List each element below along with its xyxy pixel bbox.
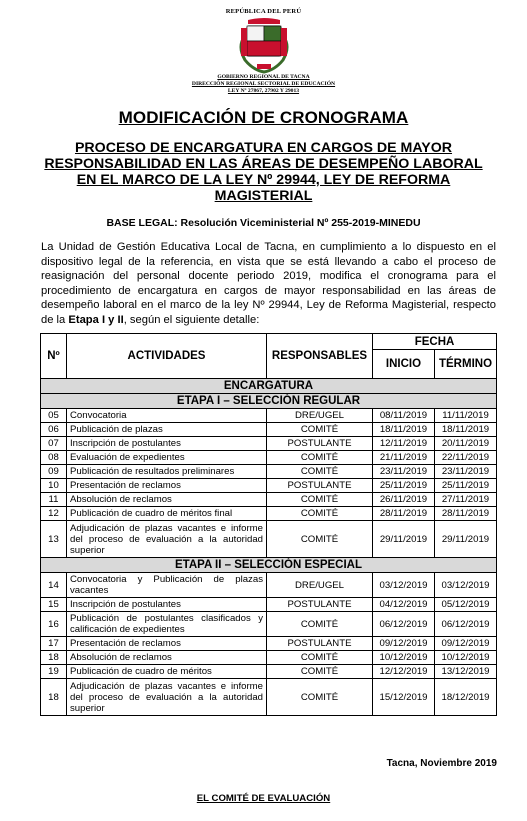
end-date-cell: 03/12/2019 [435, 573, 497, 598]
activity-cell: Publicación de postulantes clasificados y calificación de expedientes [67, 612, 267, 637]
end-date-cell: 29/11/2019 [435, 521, 497, 558]
table-row [41, 521, 497, 558]
row-number: 08 [41, 451, 67, 465]
row-number: 17 [41, 637, 67, 651]
republica-label: REPÚBLICA DEL PERÚ [225, 8, 302, 15]
table-row [41, 465, 497, 479]
activity-cell: Publicación de plazas [67, 423, 267, 437]
start-date-cell: 23/11/2019 [373, 465, 435, 479]
table-row [41, 637, 497, 651]
end-date-cell: 06/12/2019 [435, 612, 497, 637]
start-date-cell: 18/11/2019 [373, 423, 435, 437]
row-number: 07 [41, 437, 67, 451]
row-number: 13 [41, 521, 67, 558]
institution-line-1: GOBIERNO REGIONAL DE TACNA [217, 74, 310, 80]
row-number: 05 [41, 409, 67, 423]
start-date-cell: 29/11/2019 [373, 521, 435, 558]
header-actividades: ACTIVIDADES [67, 334, 267, 379]
activity-cell: Absolución de reclamos [67, 493, 267, 507]
table-row [41, 493, 497, 507]
place-date: Tacna, Noviembre 2019 [386, 758, 497, 769]
end-date-cell: 23/11/2019 [435, 465, 497, 479]
intro-tail: , según el siguiente detalle: [123, 313, 260, 326]
responsible-cell: DRE/UGEL [267, 409, 373, 423]
end-date-cell: 27/11/2019 [435, 493, 497, 507]
start-date-cell: 10/12/2019 [373, 651, 435, 665]
section-etapa-1: ETAPA I – SELECCIÓN REGULAR [41, 394, 497, 409]
table-row [41, 573, 497, 598]
activity-cell: Inscripción de postulantes [67, 437, 267, 451]
activity-cell: Publicación de resultados preliminares [67, 465, 267, 479]
start-date-cell: 25/11/2019 [373, 479, 435, 493]
end-date-cell: 18/12/2019 [435, 679, 497, 716]
national-seal-icon [233, 16, 295, 74]
row-number: 09 [41, 465, 67, 479]
table-row [41, 507, 497, 521]
section-etapa-2: ETAPA II – SELECCIÓN ESPECIAL [41, 558, 497, 573]
table-row [41, 479, 497, 493]
base-legal: BASE LEGAL: Resolución Viceministerial Nº 255-2019-MINEDU [106, 217, 421, 229]
table-row [41, 679, 497, 716]
document-subtitle: PROCESO DE ENCARGATURA EN CARGOS DE MAYOR RESPONSABILIDAD EN LAS ÁREAS DE DESEMPEÑO LABORAL EN EL MARCO DE LA LEY Nº 29944, LEY DE REFORMA MAGISTERIAL [44, 140, 483, 204]
responsible-cell: COMITÉ [267, 451, 373, 465]
row-number: 15 [41, 598, 67, 612]
institution-line-3: LEY Nº 27867, 27902 Y 29013 [227, 88, 300, 95]
start-date-cell: 09/12/2019 [373, 637, 435, 651]
end-date-cell: 11/11/2019 [435, 409, 497, 423]
row-number: 16 [41, 612, 67, 637]
responsible-cell: COMITÉ [267, 612, 373, 637]
end-date-cell: 18/11/2019 [435, 423, 497, 437]
letterhead [0, 8, 527, 96]
activity-cell: Adjudicación de plazas vacantes e informe del proceso de evaluación a la autoridad superior [67, 521, 267, 558]
start-date-cell: 26/11/2019 [373, 493, 435, 507]
table-row [41, 423, 497, 437]
table-row [41, 451, 497, 465]
responsible-cell: COMITÉ [267, 465, 373, 479]
responsible-cell: POSTULANTE [267, 598, 373, 612]
institution-line-2: DIRECCIÓN REGIONAL SECTORIAL DE EDUCACIÓN [191, 81, 336, 88]
table-row [41, 651, 497, 665]
signature-line: EL COMITÉ DE EVALUACIÓN [196, 793, 331, 804]
responsible-cell: COMITÉ [267, 423, 373, 437]
start-date-cell: 12/12/2019 [373, 665, 435, 679]
responsible-cell: COMITÉ [267, 507, 373, 521]
activity-cell: Adjudicación de plazas vacantes e informe del proceso de evaluación a la autoridad superior [67, 679, 267, 716]
header-responsables: RESPONSABLES [267, 334, 373, 379]
activity-cell: Convocatoria [67, 409, 267, 423]
end-date-cell: 09/12/2019 [435, 637, 497, 651]
start-date-cell: 06/12/2019 [373, 612, 435, 637]
activity-cell: Inscripción de postulantes [67, 598, 267, 612]
row-number: 19 [41, 665, 67, 679]
row-number: 14 [41, 573, 67, 598]
row-number: 10 [41, 479, 67, 493]
institution-lines [0, 74, 527, 96]
header-inicio: INICIO [373, 350, 435, 379]
row-number: 06 [41, 423, 67, 437]
end-date-cell: 22/11/2019 [435, 451, 497, 465]
activity-cell: Publicación de cuadro de méritos [67, 665, 267, 679]
section-encargatura-row [41, 379, 497, 394]
start-date-cell: 28/11/2019 [373, 507, 435, 521]
responsible-cell: POSTULANTE [267, 479, 373, 493]
responsible-cell: COMITÉ [267, 493, 373, 507]
row-number: 12 [41, 507, 67, 521]
intro-text: La Unidad de Gestión Educativa Local de Tacna, en cumplimiento a lo dispuesto en el dispositivo legal de la referencia, en vista que se está llevando a cabo el proceso de reasignación del personal docente periodo 2019, modifica el cronograma para el procedimiento de encargatura en cargos de mayor responsabilidad en las áreas de desempeño laboral en el marco de la ley Nº 29944, Ley de Reforma Magisterial, respecto de la [41, 241, 496, 326]
section-encargatura: ENCARGATURA [41, 379, 497, 394]
table-row [41, 598, 497, 612]
end-date-cell: 25/11/2019 [435, 479, 497, 493]
responsible-cell: DRE/UGEL [267, 573, 373, 598]
intro-bold: Etapa I y II [68, 313, 124, 326]
responsible-cell: POSTULANTE [267, 637, 373, 651]
activity-cell: Presentación de reclamos [67, 479, 267, 493]
header-num: Nº [41, 334, 67, 379]
start-date-cell: 21/11/2019 [373, 451, 435, 465]
section-etapa-2-row [41, 558, 497, 573]
table-row [41, 437, 497, 451]
schedule-body [41, 379, 497, 716]
end-date-cell: 10/12/2019 [435, 651, 497, 665]
responsible-cell: COMITÉ [267, 665, 373, 679]
row-number: 18 [41, 651, 67, 665]
document-title: MODIFICACIÓN DE CRONOGRAMA [118, 108, 409, 127]
end-date-cell: 05/12/2019 [435, 598, 497, 612]
activity-cell: Absolución de reclamos [67, 651, 267, 665]
end-date-cell: 20/11/2019 [435, 437, 497, 451]
end-date-cell: 13/12/2019 [435, 665, 497, 679]
activity-cell: Evaluación de expedientes [67, 451, 267, 465]
table-row [41, 665, 497, 679]
header-fecha: FECHA [373, 334, 497, 350]
start-date-cell: 12/11/2019 [373, 437, 435, 451]
table-row [41, 409, 497, 423]
responsible-cell: COMITÉ [267, 521, 373, 558]
responsible-cell: POSTULANTE [267, 437, 373, 451]
header-termino: TÉRMINO [435, 350, 497, 379]
start-date-cell: 08/11/2019 [373, 409, 435, 423]
start-date-cell: 03/12/2019 [373, 573, 435, 598]
responsible-cell: COMITÉ [267, 679, 373, 716]
intro-paragraph [41, 240, 496, 328]
end-date-cell: 28/11/2019 [435, 507, 497, 521]
schedule-table [40, 333, 497, 716]
start-date-cell: 15/12/2019 [373, 679, 435, 716]
section-etapa-1-row [41, 394, 497, 409]
start-date-cell: 04/12/2019 [373, 598, 435, 612]
table-row [41, 612, 497, 637]
row-number: 11 [41, 493, 67, 507]
activity-cell: Publicación de cuadro de méritos final [67, 507, 267, 521]
row-number: 18 [41, 679, 67, 716]
responsible-cell: COMITÉ [267, 651, 373, 665]
activity-cell: Presentación de reclamos [67, 637, 267, 651]
activity-cell: Convocatoria y Publicación de plazas vacantes [67, 573, 267, 598]
